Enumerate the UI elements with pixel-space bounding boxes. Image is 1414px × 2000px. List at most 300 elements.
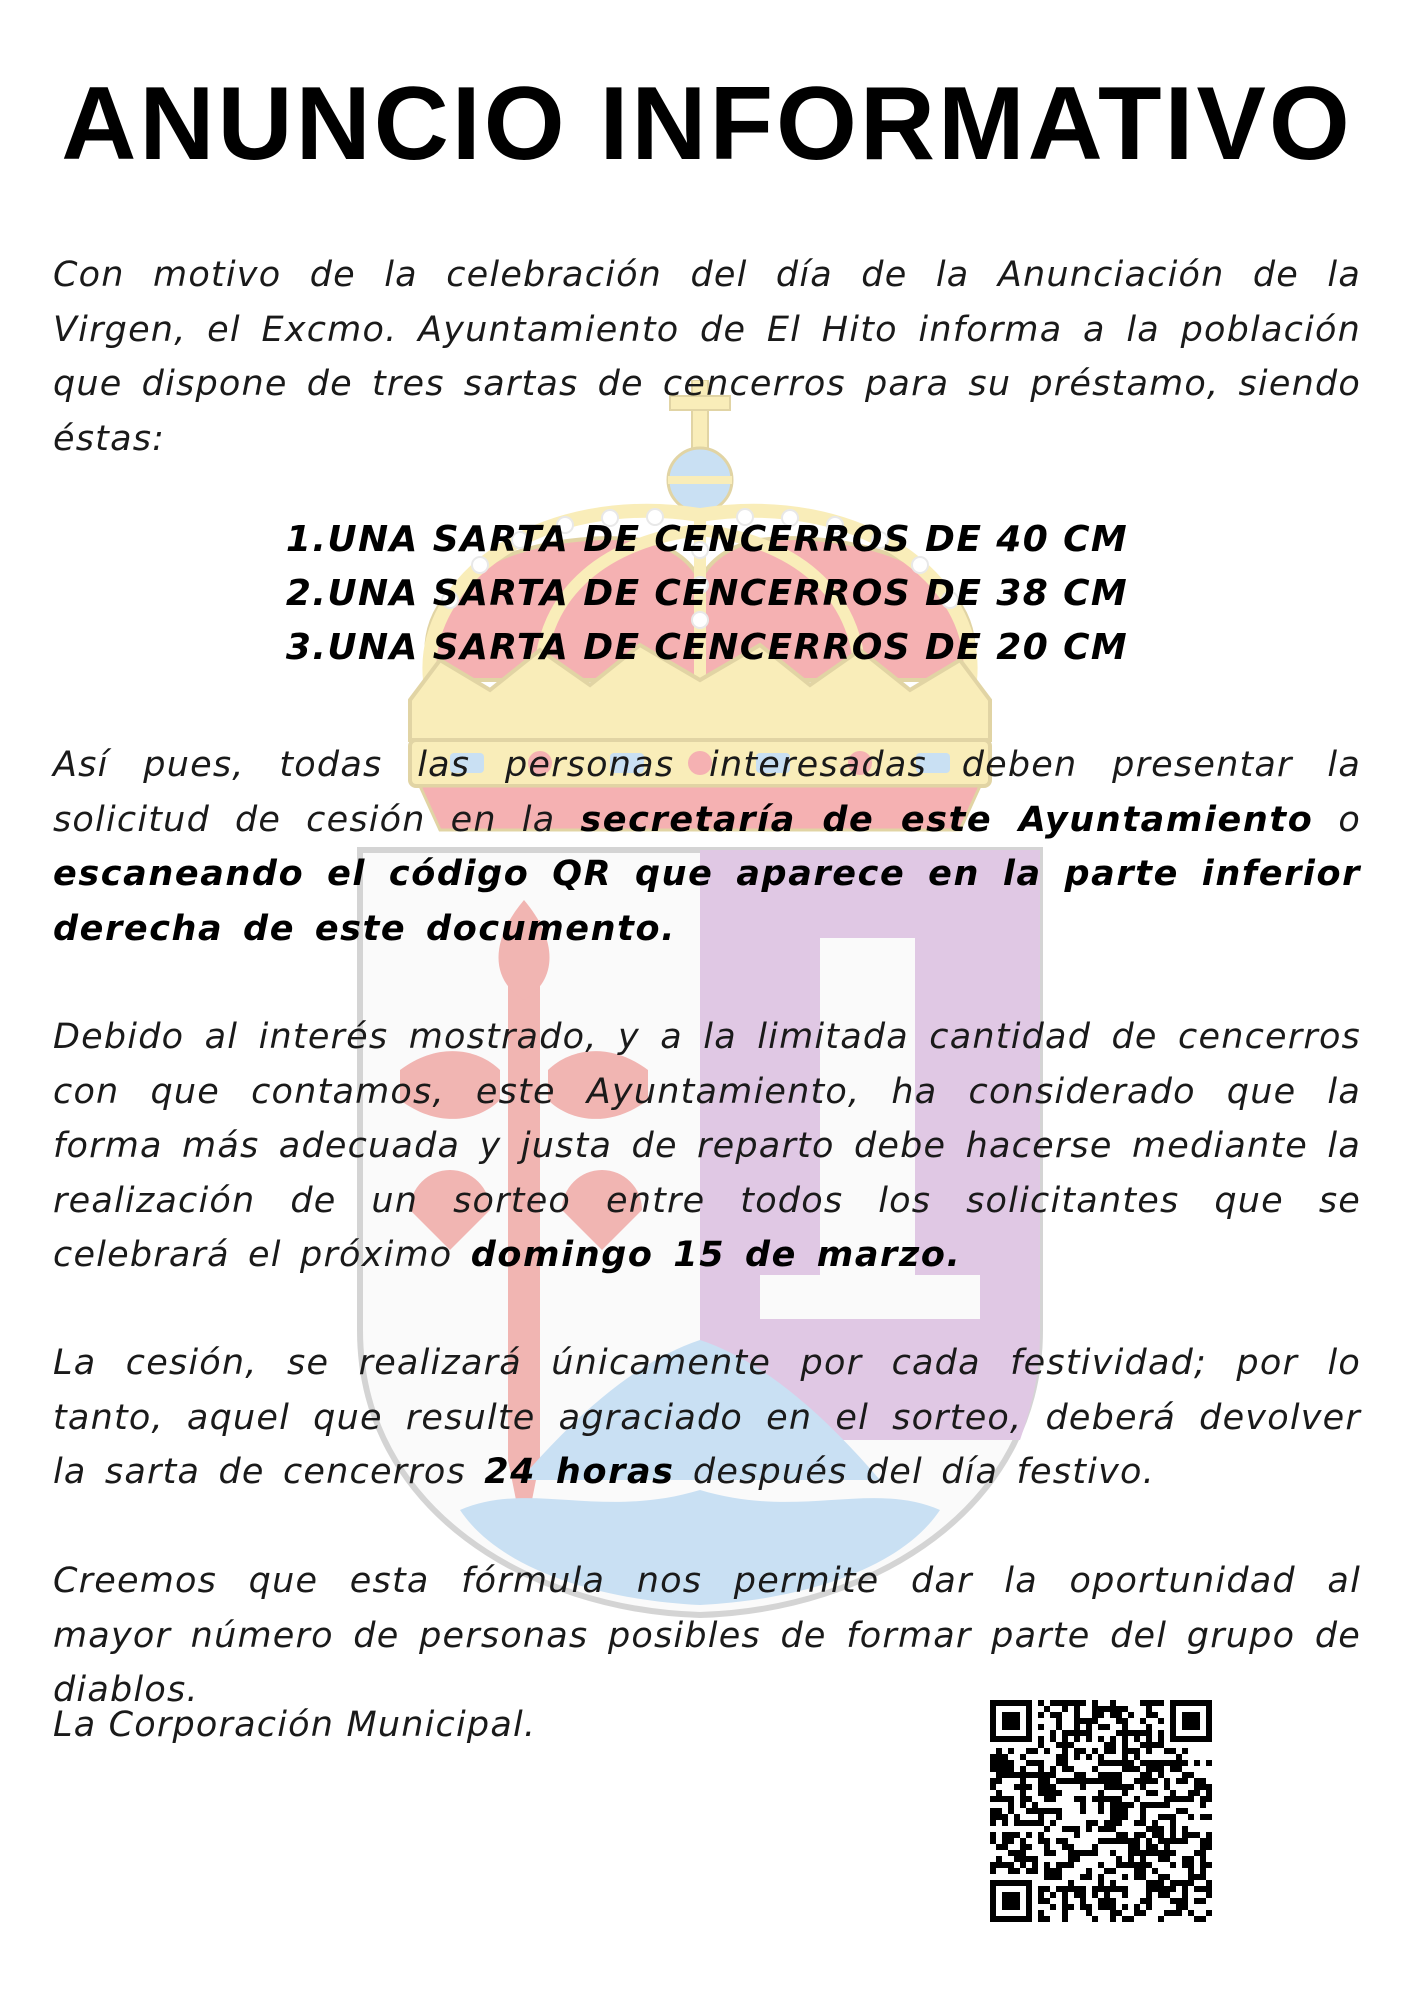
- qr-module: [1038, 1832, 1044, 1838]
- qr-module: [1122, 1862, 1128, 1868]
- qr-module: [1134, 1832, 1140, 1838]
- qr-module: [1134, 1862, 1140, 1868]
- qr-module: [1164, 1892, 1170, 1898]
- list-item: 3.UNA SARTA DE CENCERROS DE 20 CM: [285, 627, 1129, 668]
- qr-module: [1122, 1748, 1128, 1754]
- qr-module: [1170, 1862, 1176, 1868]
- qr-module: [1158, 1766, 1164, 1772]
- qr-module: [1188, 1718, 1194, 1724]
- qr-module: [1194, 1700, 1200, 1706]
- qr-module: [1206, 1790, 1212, 1796]
- qr-module: [1050, 1808, 1056, 1814]
- qr-module: [1140, 1778, 1146, 1784]
- qr-module: [1200, 1874, 1206, 1880]
- qr-module: [1170, 1880, 1176, 1886]
- qr-module: [1158, 1700, 1164, 1706]
- qr-module: [1080, 1730, 1086, 1736]
- qr-module: [1176, 1880, 1182, 1886]
- qr-module: [1080, 1796, 1086, 1802]
- qr-module: [1188, 1724, 1194, 1730]
- qr-module: [1080, 1778, 1086, 1784]
- qr-module: [1164, 1778, 1170, 1784]
- qr-module: [1122, 1742, 1128, 1748]
- qr-module: [1020, 1844, 1026, 1850]
- qr-module: [1044, 1790, 1050, 1796]
- qr-module: [1044, 1748, 1050, 1754]
- qr-module: [1026, 1886, 1032, 1892]
- qr-module: [1182, 1892, 1188, 1898]
- qr-module: [1104, 1892, 1110, 1898]
- return-hours-highlight: 24 horas: [484, 1452, 675, 1492]
- qr-module: [1038, 1778, 1044, 1784]
- qr-module: [1020, 1736, 1026, 1742]
- qr-module: [1140, 1850, 1146, 1856]
- qr-module: [1146, 1706, 1152, 1712]
- qr-module: [1140, 1802, 1146, 1808]
- qr-module: [1140, 1832, 1146, 1838]
- qr-module: [1158, 1874, 1164, 1880]
- qr-module: [1134, 1868, 1140, 1874]
- qr-module: [1026, 1784, 1032, 1790]
- qr-module: [1182, 1838, 1188, 1844]
- qr-module: [1038, 1724, 1044, 1730]
- qr-module: [1068, 1880, 1074, 1886]
- qr-module: [1080, 1892, 1086, 1898]
- qr-module: [1170, 1748, 1176, 1754]
- qr-module: [1122, 1892, 1128, 1898]
- qr-module: [1032, 1748, 1038, 1754]
- qr-module: [1020, 1784, 1026, 1790]
- qr-module: [1104, 1760, 1110, 1766]
- qr-module: [1128, 1784, 1134, 1790]
- qr-module: [1062, 1910, 1068, 1916]
- qr-module: [1002, 1754, 1008, 1760]
- qr-module: [990, 1892, 996, 1898]
- qr-module: [1188, 1796, 1194, 1802]
- qr-code[interactable]: [990, 1700, 1212, 1922]
- qr-module: [1038, 1808, 1044, 1814]
- qr-module: [1086, 1850, 1092, 1856]
- qr-module: [1146, 1790, 1152, 1796]
- qr-module: [1008, 1898, 1014, 1904]
- qr-module: [1092, 1916, 1098, 1922]
- qr-module: [1014, 1736, 1020, 1742]
- qr-module: [1176, 1838, 1182, 1844]
- qr-module: [1098, 1808, 1104, 1814]
- qr-module: [990, 1910, 996, 1916]
- qr-module: [1170, 1838, 1176, 1844]
- qr-module: [1176, 1778, 1182, 1784]
- qr-module: [1110, 1808, 1116, 1814]
- qr-module: [1020, 1838, 1026, 1844]
- list-item: 1.UNA SARTA DE CENCERROS DE 40 CM: [285, 519, 1129, 560]
- qr-module: [1188, 1772, 1194, 1778]
- qr-module: [1110, 1904, 1116, 1910]
- qr-module: [1002, 1724, 1008, 1730]
- qr-module: [1098, 1790, 1104, 1796]
- qr-module: [1182, 1808, 1188, 1814]
- qr-module: [1152, 1844, 1158, 1850]
- qr-module: [990, 1880, 996, 1886]
- qr-module: [1158, 1826, 1164, 1832]
- qr-module: [1116, 1706, 1122, 1712]
- qr-module: [1098, 1754, 1104, 1760]
- qr-module: [1110, 1778, 1116, 1784]
- qr-module: [1140, 1760, 1146, 1766]
- qr-module: [1188, 1814, 1194, 1820]
- qr-module: [1194, 1718, 1200, 1724]
- qr-module: [1164, 1844, 1170, 1850]
- qr-module: [1098, 1772, 1104, 1778]
- qr-module: [1116, 1886, 1122, 1892]
- qr-module: [1098, 1898, 1104, 1904]
- qr-module: [1134, 1910, 1140, 1916]
- qr-module: [1008, 1862, 1014, 1868]
- qr-module: [1206, 1862, 1212, 1868]
- intro-paragraph: Con motivo de la celebración del día de la Anunciación de la Virgen, el Excmo. Ayuntamiento de El Hito informa a la población que dispone de tres sartas de cencerros para su préstamo, siendo éstas:: [53, 255, 1361, 459]
- qr-module: [1152, 1712, 1158, 1718]
- qr-module: [1200, 1802, 1206, 1808]
- qr-module: [1110, 1910, 1116, 1916]
- qr-module: [1044, 1778, 1050, 1784]
- qr-module: [1158, 1760, 1164, 1766]
- qr-module: [1056, 1760, 1062, 1766]
- qr-module: [1008, 1904, 1014, 1910]
- qr-module: [1038, 1790, 1044, 1796]
- qr-module: [1146, 1760, 1152, 1766]
- qr-module: [1032, 1868, 1038, 1874]
- qr-module: [1062, 1862, 1068, 1868]
- qr-module: [1098, 1838, 1104, 1844]
- qr-module: [996, 1760, 1002, 1766]
- qr-module: [1032, 1808, 1038, 1814]
- qr-module: [1008, 1748, 1014, 1754]
- qr-module: [1104, 1706, 1110, 1712]
- qr-module: [1170, 1820, 1176, 1826]
- qr-module: [1062, 1916, 1068, 1922]
- qr-module: [990, 1814, 996, 1820]
- qr-module: [990, 1784, 996, 1790]
- qr-module: [1146, 1844, 1152, 1850]
- qr-module: [1056, 1724, 1062, 1730]
- qr-module: [1020, 1790, 1026, 1796]
- qr-module: [1008, 1916, 1014, 1922]
- qr-module: [1104, 1772, 1110, 1778]
- qr-module: [1140, 1700, 1146, 1706]
- qr-module: [1068, 1904, 1074, 1910]
- qr-module: [1098, 1796, 1104, 1802]
- qr-module: [1068, 1700, 1074, 1706]
- qr-module: [1020, 1802, 1026, 1808]
- qr-module: [1152, 1880, 1158, 1886]
- qr-module: [1206, 1718, 1212, 1724]
- qr-module: [1158, 1802, 1164, 1808]
- qr-module: [1146, 1904, 1152, 1910]
- qr-module: [1020, 1862, 1026, 1868]
- qr-module: [1116, 1862, 1122, 1868]
- qr-module: [1032, 1820, 1038, 1826]
- qr-module: [1140, 1862, 1146, 1868]
- qr-module: [1164, 1748, 1170, 1754]
- qr-module: [990, 1724, 996, 1730]
- qr-module: [1116, 1910, 1122, 1916]
- qr-module: [1104, 1904, 1110, 1910]
- qr-module: [1002, 1712, 1008, 1718]
- qr-module: [996, 1814, 1002, 1820]
- qr-module: [1176, 1700, 1182, 1706]
- qr-module: [1122, 1718, 1128, 1724]
- qr-module: [1044, 1784, 1050, 1790]
- qr-module: [996, 1856, 1002, 1862]
- qr-module: [1194, 1790, 1200, 1796]
- qr-module: [1164, 1910, 1170, 1916]
- qr-module: [1074, 1826, 1080, 1832]
- qr-module: [1116, 1832, 1122, 1838]
- request-text-or: o: [1313, 799, 1361, 840]
- qr-module: [1110, 1898, 1116, 1904]
- qr-module: [1050, 1730, 1056, 1736]
- qr-module: [1170, 1826, 1176, 1832]
- qr-module: [1026, 1724, 1032, 1730]
- qr-module: [1134, 1820, 1140, 1826]
- qr-module: [1020, 1778, 1026, 1784]
- qr-module: [1014, 1832, 1020, 1838]
- qr-module: [990, 1760, 996, 1766]
- qr-module: [1140, 1856, 1146, 1862]
- qr-module: [1038, 1700, 1044, 1706]
- qr-module: [1110, 1880, 1116, 1886]
- qr-module: [1200, 1856, 1206, 1862]
- qr-module: [1146, 1712, 1152, 1718]
- qr-module: [1206, 1892, 1212, 1898]
- qr-module: [1092, 1706, 1098, 1712]
- qr-module: [1152, 1790, 1158, 1796]
- qr-module: [1110, 1916, 1116, 1922]
- qr-module: [1002, 1760, 1008, 1766]
- qr-module: [1206, 1910, 1212, 1916]
- qr-module: [1206, 1784, 1212, 1790]
- qr-module: [1134, 1766, 1140, 1772]
- bell-string-list: [53, 513, 1361, 675]
- qr-module: [1176, 1736, 1182, 1742]
- qr-module: [1014, 1718, 1020, 1724]
- qr-module: [1056, 1874, 1062, 1880]
- qr-module: [1176, 1766, 1182, 1772]
- qr-module: [1176, 1754, 1182, 1760]
- qr-module: [1182, 1886, 1188, 1892]
- qr-module: [1182, 1832, 1188, 1838]
- qr-module: [1170, 1766, 1176, 1772]
- qr-module: [1188, 1856, 1194, 1862]
- qr-module: [1122, 1784, 1128, 1790]
- qr-module: [1170, 1910, 1176, 1916]
- qr-module: [1026, 1880, 1032, 1886]
- qr-module: [1050, 1820, 1056, 1826]
- qr-module: [1050, 1772, 1056, 1778]
- qr-module: [1158, 1838, 1164, 1844]
- qr-module: [1056, 1862, 1062, 1868]
- qr-module: [1158, 1736, 1164, 1742]
- qr-module: [1008, 1718, 1014, 1724]
- qr-module: [1074, 1892, 1080, 1898]
- qr-module: [1074, 1850, 1080, 1856]
- qr-module: [1134, 1850, 1140, 1856]
- qr-module: [1044, 1862, 1050, 1868]
- qr-module: [990, 1898, 996, 1904]
- qr-module: [1152, 1850, 1158, 1856]
- qr-module: [1164, 1886, 1170, 1892]
- qr-module: [1068, 1826, 1074, 1832]
- qr-module: [1056, 1814, 1062, 1820]
- qr-module: [1104, 1778, 1110, 1784]
- qr-module: [1170, 1898, 1176, 1904]
- qr-module: [1206, 1880, 1212, 1886]
- qr-module: [1026, 1700, 1032, 1706]
- qr-module: [1062, 1730, 1068, 1736]
- qr-module: [1176, 1910, 1182, 1916]
- qr-module: [1002, 1820, 1008, 1826]
- qr-module: [1182, 1718, 1188, 1724]
- qr-module: [1134, 1904, 1140, 1910]
- qr-module: [1206, 1886, 1212, 1892]
- qr-module: [1002, 1880, 1008, 1886]
- qr-module: [1188, 1880, 1194, 1886]
- qr-module: [1014, 1784, 1020, 1790]
- qr-module: [1128, 1802, 1134, 1808]
- qr-module: [1062, 1838, 1068, 1844]
- qr-module: [1050, 1850, 1056, 1856]
- qr-module: [1128, 1748, 1134, 1754]
- qr-module: [1200, 1784, 1206, 1790]
- qr-module: [1086, 1904, 1092, 1910]
- qr-module: [1014, 1904, 1020, 1910]
- qr-module: [1026, 1748, 1032, 1754]
- qr-module: [1056, 1808, 1062, 1814]
- qr-module: [1134, 1874, 1140, 1880]
- qr-module: [1134, 1796, 1140, 1802]
- qr-module: [996, 1748, 1002, 1754]
- qr-module: [1032, 1802, 1038, 1808]
- qr-module: [1086, 1730, 1092, 1736]
- qr-module: [1128, 1862, 1134, 1868]
- qr-module: [1014, 1814, 1020, 1820]
- qr-module: [1038, 1910, 1044, 1916]
- qr-module: [1038, 1886, 1044, 1892]
- qr-module: [1098, 1802, 1104, 1808]
- qr-module: [1044, 1850, 1050, 1856]
- qr-module: [1140, 1898, 1146, 1904]
- qr-module: [1074, 1856, 1080, 1862]
- qr-module: [1170, 1736, 1176, 1742]
- qr-module: [1164, 1802, 1170, 1808]
- qr-module: [1206, 1760, 1212, 1766]
- qr-module: [1062, 1904, 1068, 1910]
- qr-module: [1146, 1838, 1152, 1844]
- qr-module: [1032, 1856, 1038, 1862]
- qr-module: [990, 1712, 996, 1718]
- qr-module: [1086, 1724, 1092, 1730]
- qr-module: [1044, 1826, 1050, 1832]
- qr-module: [1062, 1754, 1068, 1760]
- qr-module: [1188, 1874, 1194, 1880]
- qr-module: [1206, 1736, 1212, 1742]
- qr-module: [990, 1916, 996, 1922]
- qr-module: [1170, 1700, 1176, 1706]
- qr-module: [1020, 1880, 1026, 1886]
- qr-module: [1128, 1844, 1134, 1850]
- qr-module: [1158, 1916, 1164, 1922]
- qr-module: [1002, 1898, 1008, 1904]
- qr-module: [1116, 1772, 1122, 1778]
- qr-module: [1092, 1712, 1098, 1718]
- qr-module: [1158, 1856, 1164, 1862]
- qr-module: [1116, 1712, 1122, 1718]
- qr-module: [990, 1754, 996, 1760]
- qr-module: [1044, 1916, 1050, 1922]
- qr-module: [1080, 1700, 1086, 1706]
- qr-module: [1020, 1820, 1026, 1826]
- qr-module: [1008, 1880, 1014, 1886]
- qr-module: [1200, 1796, 1206, 1802]
- qr-module: [1110, 1838, 1116, 1844]
- qr-module: [1182, 1826, 1188, 1832]
- qr-module: [1182, 1862, 1188, 1868]
- qr-module: [1200, 1868, 1206, 1874]
- qr-module: [1044, 1898, 1050, 1904]
- qr-module: [1146, 1802, 1152, 1808]
- qr-module: [1008, 1700, 1014, 1706]
- qr-module: [1008, 1760, 1014, 1766]
- qr-module: [1002, 1862, 1008, 1868]
- qr-module: [1110, 1784, 1116, 1790]
- qr-module: [1002, 1838, 1008, 1844]
- qr-module: [1176, 1760, 1182, 1766]
- qr-module: [1182, 1898, 1188, 1904]
- qr-module: [1074, 1736, 1080, 1742]
- qr-module: [1038, 1742, 1044, 1748]
- qr-module: [1068, 1862, 1074, 1868]
- qr-module: [1110, 1748, 1116, 1754]
- qr-module: [1062, 1742, 1068, 1748]
- qr-module: [1026, 1856, 1032, 1862]
- qr-module: [1086, 1736, 1092, 1742]
- qr-module: [1134, 1730, 1140, 1736]
- qr-module: [1200, 1844, 1206, 1850]
- qr-module: [1050, 1790, 1056, 1796]
- qr-module: [1140, 1730, 1146, 1736]
- raffle-date-highlight: domingo 15 de marzo.: [470, 1235, 962, 1275]
- qr-module: [1074, 1796, 1080, 1802]
- qr-module: [1098, 1760, 1104, 1766]
- qr-module: [1170, 1886, 1176, 1892]
- qr-module: [1200, 1814, 1206, 1820]
- qr-module: [1182, 1856, 1188, 1862]
- qr-module: [1002, 1718, 1008, 1724]
- qr-module: [1200, 1862, 1206, 1868]
- qr-module: [1002, 1772, 1008, 1778]
- qr-module: [1050, 1712, 1056, 1718]
- qr-module: [1026, 1868, 1032, 1874]
- qr-module: [1128, 1850, 1134, 1856]
- qr-module: [1110, 1700, 1116, 1706]
- qr-module: [1056, 1700, 1062, 1706]
- qr-module: [1092, 1892, 1098, 1898]
- qr-module: [1128, 1916, 1134, 1922]
- qr-module: [1128, 1856, 1134, 1862]
- qr-module: [1140, 1784, 1146, 1790]
- qr-module: [1140, 1742, 1146, 1748]
- qr-module: [1050, 1892, 1056, 1898]
